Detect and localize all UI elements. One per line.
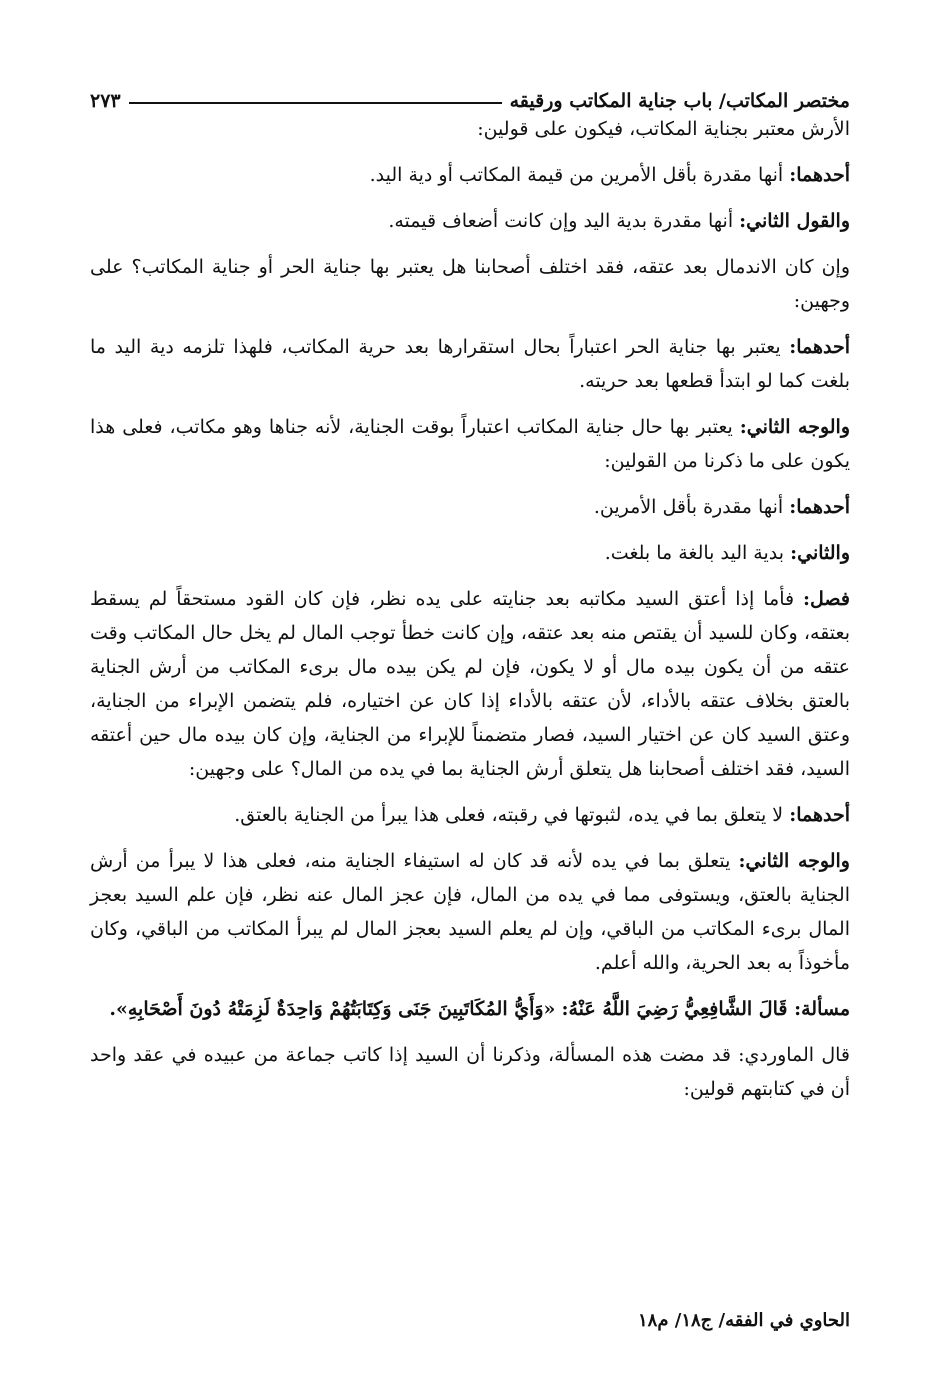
paragraph <box>90 330 850 398</box>
document-page <box>90 80 850 1118</box>
body-text <box>90 112 850 1106</box>
paragraph-lead: والقول الثاني: <box>739 210 850 232</box>
paragraph-text: أنها مقدرة بأقل الأمرين من قيمة المكاتب أو دية اليد. <box>369 164 784 186</box>
paragraph-text: قال الماوردي: قد مضت هذه المسألة، وذكرنا أن السيد إذا كاتب جماعة من عبيده في عقد واحد أن في كتابتهم قولين: <box>90 1044 850 1100</box>
paragraph <box>90 844 850 980</box>
paragraph <box>90 204 850 238</box>
paragraph <box>90 582 850 786</box>
paragraph <box>90 250 850 318</box>
paragraph <box>90 112 850 146</box>
paragraph-lead: والوجه الثاني: <box>739 416 851 438</box>
paragraph-lead: أحدهما: <box>789 804 850 826</box>
paragraph-text: أنها مقدرة بدية اليد وإن كانت أضعاف قيمته. <box>388 210 734 232</box>
paragraph-text: فأما إذا أعتق السيد مكاتبه بعد جنايته على يده نظر، فإن كان القود مستحقاً لم يسقط بعتقه، وكان للسيد أن يقتص منه بعد عتقه، وإن كانت خطأ توجب المال لم يخل حال المكاتب وقت عتقه من أن يكون بيده مال أو لا يكون، فإن لم يكن بيده مال برىء المكاتب من أرش الجناية بالعتق بخلاف عتقه بالأداء، لأن عتقه بالأداء إذا كان عن اختياره، فلم يتضمن الإبراء من الجناية، وعتق السيد كان عن اختيار السيد، فصار متضمناً للإبراء من الجناية، وإن كان بيده مال حين أعتقه السيد، فقد اختلف أصحابنا هل يتعلق أرش الجناية بما في يده من المال؟ على وجهين: <box>90 588 851 780</box>
paragraph-lead: فصل: <box>803 588 850 610</box>
paragraph-lead: أحدهما: <box>789 336 850 358</box>
header-rule <box>129 102 502 104</box>
paragraph <box>90 410 850 478</box>
page-header <box>90 80 850 112</box>
paragraph-text: يعتبر بها حال جناية المكاتب اعتباراً بوقت الجناية، لأنه جناها وهو مكاتب، فعلى هذا يكون على ما ذكرنا من القولين: <box>90 416 850 472</box>
paragraph-lead: والثاني: <box>790 542 850 564</box>
paragraph-text: وإن كان الاندمال بعد عتقه، فقد اختلف أصحابنا هل يعتبر بها جناية الحر أو جناية المكاتب؟ على وجهين: <box>90 256 850 312</box>
quoted-text: «وَأَيُّ المُكَاتَبِينَ جَنَى وَكِتَابَتُهُمْ وَاحِدَةٌ لَزِمَتْهُ دُونَ أَصْحَابِهِ». <box>109 998 556 1020</box>
paragraph-lead: أحدهما: <box>789 164 850 186</box>
paragraph-lead: والوجه الثاني: <box>738 850 850 872</box>
paragraph <box>90 1038 850 1106</box>
paragraph <box>90 798 850 832</box>
paragraph-text: يعتبر بها جناية الحر اعتباراً بحال استقرارها بعد حرية المكاتب، فلهذا تلزمه دية اليد ما بلغت كما لو ابتدأ قطعها بعد حريته. <box>90 336 850 392</box>
paragraph-text: يتعلق بما في يده لأنه قد كان له استيفاء الجناية منه، فعلى هذا لا يبرأ من أرش الجناية بالعتق، ويستوفى مما في يده من المال، فإن عجز المال عنه نظر، فإن علم السيد بعجز المال برىء المكاتب من الباقي، وإن لم يعلم السيد بعجز المال لم يبرأ المكاتب من الباقي، وكان مأخوذاً به بعد الحرية، والله أعلم. <box>90 850 850 974</box>
paragraph-text: أنها مقدرة بأقل الأمرين. <box>593 496 784 518</box>
page-footer <box>90 1310 850 1331</box>
paragraph-text: الأرش معتبر بجناية المكاتب، فيكون على قولين: <box>477 118 850 140</box>
paragraph-lead: مسألة: قَالَ الشَّافِعِيُّ رَضِيَ اللَّهُ عَنْهُ: <box>561 998 850 1020</box>
page-number: ٢٧٣ <box>90 90 121 112</box>
paragraph-lead: أحدهما: <box>789 496 850 518</box>
paragraph-text: لا يتعلق بما في يده، لثبوتها في رقبته، فعلى هذا يبرأ من الجناية بالعتق. <box>234 804 784 826</box>
footer-text: الحاوي في الفقه/ ج١٨/ م١٨ <box>637 1310 850 1331</box>
header-title: مختصر المكاتب/ باب جناية المكاتب ورقيقه <box>509 90 850 112</box>
paragraph <box>90 490 850 524</box>
paragraph <box>90 158 850 192</box>
paragraph-text: بدية اليد بالغة ما بلغت. <box>604 542 785 564</box>
paragraph <box>90 992 850 1026</box>
paragraph <box>90 536 850 570</box>
